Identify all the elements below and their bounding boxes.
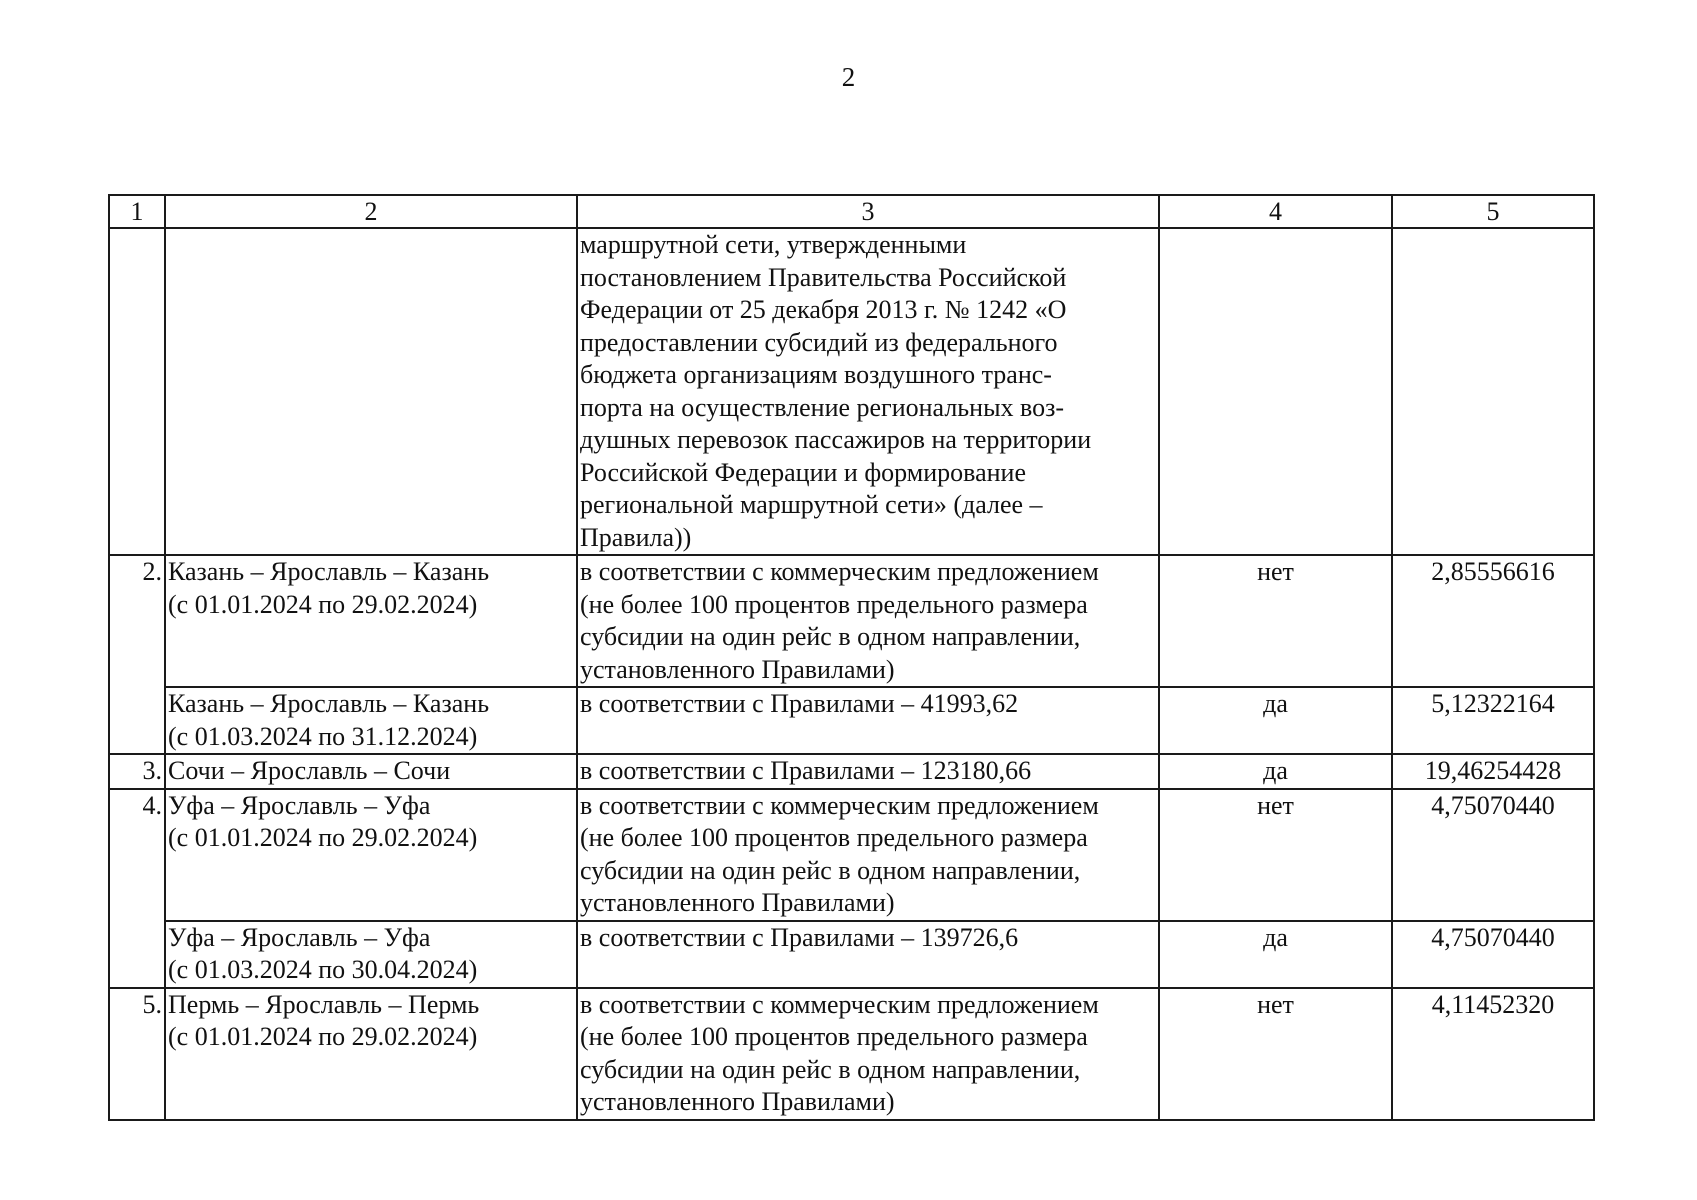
cell-basis — [577, 687, 1159, 754]
cell-num: 2. — [109, 555, 165, 754]
subsidy-table — [108, 194, 1595, 1121]
cell-route — [165, 988, 577, 1120]
cell-value — [1392, 228, 1594, 555]
cell-route — [165, 789, 577, 921]
text-line: предоставлении субсидий из федерального — [580, 327, 1058, 357]
text-line: маршрутной сети, утвержденными — [580, 230, 967, 259]
cell-value: 19,46254428 — [1392, 754, 1594, 789]
column-header-5: 5 — [1392, 195, 1594, 228]
column-header-2: 2 — [165, 195, 577, 228]
text-line: постановлением Правительства Российской — [580, 262, 1067, 292]
table-row — [109, 687, 1594, 754]
table-row — [109, 754, 1594, 789]
text-line: Правила)) — [580, 522, 692, 552]
cell-value: 5,12322164 — [1392, 687, 1594, 754]
table-row — [109, 555, 1594, 687]
cell-num: 4. — [109, 789, 165, 988]
text-line: установленного Правилами) — [580, 654, 895, 684]
cell-basis — [577, 228, 1159, 555]
route-name: Сочи – Ярославль – Сочи — [168, 756, 451, 785]
text-line: в соответствии с коммерческим предложением — [580, 557, 1099, 586]
route-name: Пермь – Ярославль – Пермь — [168, 989, 480, 1019]
cell-route — [165, 754, 577, 789]
table-header-row — [109, 195, 1594, 228]
text-line: установленного Правилами) — [580, 1087, 895, 1116]
table-row — [109, 789, 1594, 921]
cell-basis — [577, 988, 1159, 1120]
cell-basis — [577, 789, 1159, 921]
cell-route — [165, 555, 577, 687]
cell-flag: да — [1159, 754, 1392, 789]
cell-num — [109, 228, 165, 555]
cell-basis — [577, 754, 1159, 789]
column-header-1: 1 — [109, 195, 165, 228]
text-line: субсидии на один рейс в одном направлении, — [580, 855, 1081, 885]
text-line: субсидии на один рейс в одном направлении, — [580, 1054, 1081, 1084]
text-line: Российской Федерации и формирование — [580, 457, 1026, 487]
cell-flag: нет — [1159, 988, 1392, 1120]
text-line: установленного Правилами) — [580, 888, 895, 917]
text-line: (не более 100 процентов предельного размера — [580, 589, 1088, 619]
text-line: в соответствии с коммерческим предложением — [580, 790, 1099, 820]
cell-num: 3. — [109, 754, 165, 789]
column-header-4: 4 — [1159, 195, 1392, 228]
text-line: Федерации от 25 декабря 2013 г. № 1242 «О — [580, 295, 1067, 324]
cell-flag: нет — [1159, 555, 1392, 687]
cell-route — [165, 228, 577, 555]
cell-flag: да — [1159, 921, 1392, 988]
text-line: в соответствии с Правилами – 139726,6 — [580, 922, 1019, 952]
text-line: в соответствии с Правилами – 41993,62 — [580, 689, 1019, 718]
cell-value: 2,85556616 — [1392, 555, 1594, 687]
cell-value: 4,11452320 — [1392, 988, 1594, 1120]
text-line: душных перевозок пассажиров на территории — [580, 425, 1092, 454]
text-line: бюджета организациям воздушного транс- — [580, 360, 1052, 389]
cell-basis — [577, 921, 1159, 988]
table-row-continuation — [109, 228, 1594, 555]
cell-route — [165, 921, 577, 988]
route-name: Уфа – Ярославль – Уфа — [168, 922, 431, 952]
cell-basis — [577, 555, 1159, 687]
cell-flag: да — [1159, 687, 1392, 754]
table-row — [109, 988, 1594, 1120]
cell-value: 4,75070440 — [1392, 921, 1594, 988]
text-line: (не более 100 процентов предельного размера — [580, 823, 1088, 852]
page-number: 2 — [841, 62, 856, 92]
route-period: (с 01.01.2024 по 29.02.2024) — [168, 589, 478, 619]
text-line: субсидии на один рейс в одном направлении, — [580, 622, 1081, 651]
table-row — [109, 921, 1594, 988]
route-period: (с 01.01.2024 по 29.02.2024) — [168, 823, 478, 852]
cell-flag: нет — [1159, 789, 1392, 921]
cell-route — [165, 687, 577, 754]
text-line: в соответствии с Правилами – 123180,66 — [580, 756, 1032, 785]
cell-value: 4,75070440 — [1392, 789, 1594, 921]
route-name: Казань – Ярославль – Казань — [168, 557, 490, 586]
text-line: в соответствии с коммерческим предложением — [580, 989, 1099, 1019]
route-period: (с 01.03.2024 по 31.12.2024) — [168, 721, 478, 751]
cell-flag — [1159, 228, 1392, 555]
text-line: региональной маршрутной сети» (далее – — [580, 490, 1043, 519]
route-name: Уфа – Ярославль – Уфа — [168, 790, 431, 820]
route-name: Казань – Ярославль – Казань — [168, 689, 490, 718]
route-period: (с 01.01.2024 по 29.02.2024) — [168, 1022, 478, 1051]
cell-num: 5. — [109, 988, 165, 1120]
text-line: порта на осуществление региональных воз- — [580, 392, 1065, 422]
column-header-3: 3 — [577, 195, 1159, 228]
text-line: (не более 100 процентов предельного размера — [580, 1022, 1088, 1051]
route-period: (с 01.03.2024 по 30.04.2024) — [168, 955, 478, 984]
